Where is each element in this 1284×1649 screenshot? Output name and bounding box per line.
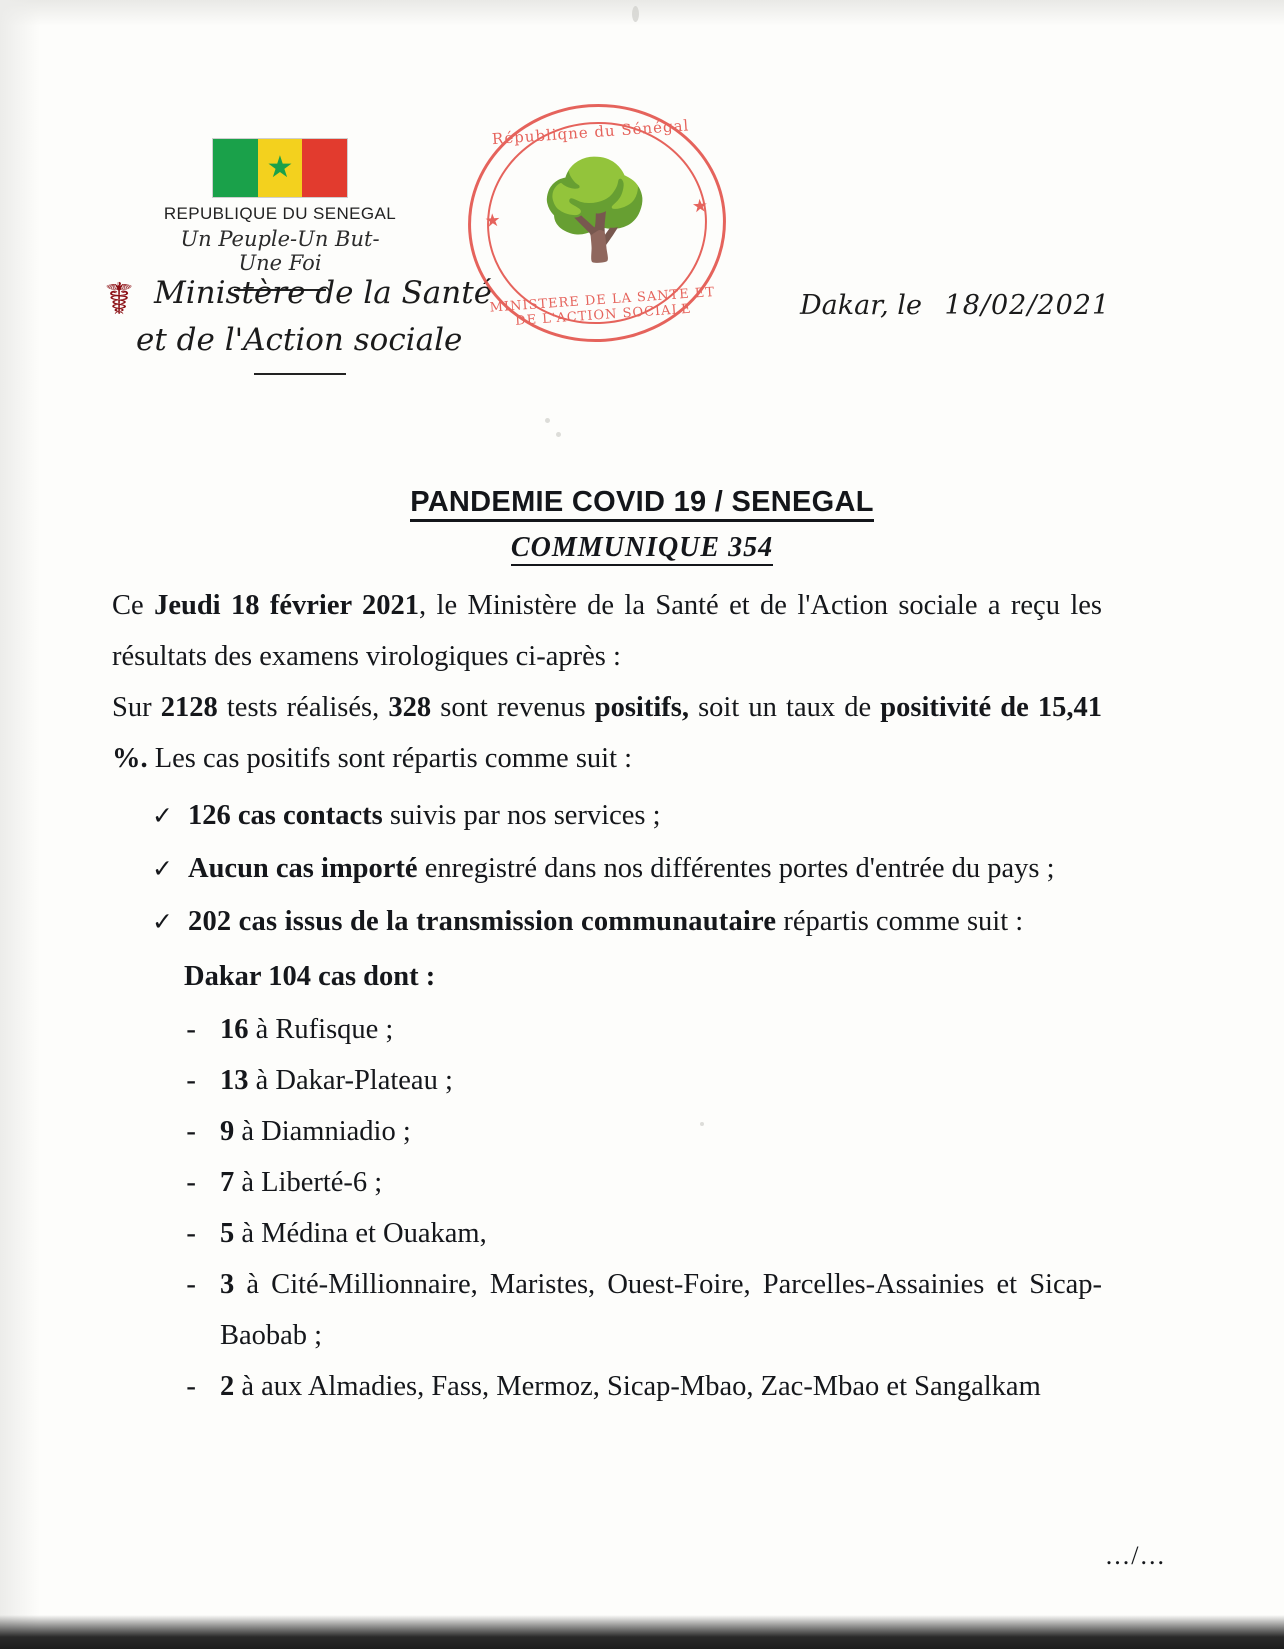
tests-count: 2128 xyxy=(160,692,218,723)
region-breakdown-list xyxy=(112,1004,1102,1412)
locality-text: à aux Almadies, Fass, Mermoz, Sicap-Mbao, Zac-Mbao et Sangalkam xyxy=(234,1371,1041,1402)
locality-text: à Rufisque ; xyxy=(248,1014,394,1045)
dateline-prefix: Dakar, le xyxy=(800,290,922,321)
check-icon: ✓ xyxy=(152,907,173,936)
bullet-text: enregistré dans nos différentes portes d'entrée du pays ; xyxy=(417,853,1055,884)
paragraph-intro xyxy=(112,580,1102,682)
case-breakdown-list xyxy=(112,790,1102,947)
list-item xyxy=(112,1157,1102,1208)
list-item xyxy=(112,1208,1102,1259)
bullet-text: suivis par nos services ; xyxy=(382,800,661,831)
list-item xyxy=(112,1004,1102,1055)
senegal-flag-icon xyxy=(212,138,348,198)
intro-date: Jeudi 18 février 2021 xyxy=(154,590,420,621)
stamp-star-right-icon: ★ xyxy=(691,195,709,217)
check-icon: ✓ xyxy=(152,854,173,883)
list-item xyxy=(112,896,1102,947)
locality-count: 3 xyxy=(220,1269,235,1300)
list-item xyxy=(112,1259,1102,1361)
positive-word: positifs, xyxy=(594,692,689,723)
national-motto: Un Peuple-Un But-Une Foi xyxy=(180,227,380,275)
intro-rest: , le Ministère de la Santé et de l'Action sociale a reçu les résultats des examens virologiques ci-après : xyxy=(112,590,1102,672)
list-item xyxy=(112,1106,1102,1157)
page-title: PANDEMIE COVID 19 / SENEGAL xyxy=(410,488,874,522)
page-subtitle: COMMUNIQUE 354 xyxy=(511,534,773,566)
official-stamp xyxy=(460,95,734,350)
locality-count: 9 xyxy=(220,1116,235,1147)
bullet-bold-text: 126 cas contacts xyxy=(188,800,383,831)
dateline xyxy=(800,290,1110,321)
baobab-tree-icon: 🌳 xyxy=(532,149,660,271)
stamp-arc-bottom-text: MINISTERE DE LA SANTE ET DE L'ACTION SOCIALE xyxy=(489,284,716,329)
ministry-block xyxy=(90,270,510,375)
ministry-name-line-2: et de l'Action sociale xyxy=(136,321,463,358)
locality-text: à Dakar-Plateau ; xyxy=(248,1065,453,1096)
dash-bullet-icon: - xyxy=(186,1217,197,1250)
results-part-3: sont revenus xyxy=(431,692,595,723)
list-item xyxy=(112,790,1102,841)
region-heading: Dakar 104 cas dont : xyxy=(184,961,436,992)
page-continuation-mark: .../... xyxy=(1105,1541,1166,1570)
dash-bullet-icon: - xyxy=(186,1013,197,1046)
dash-bullet-icon: - xyxy=(186,1064,197,1097)
dash-bullet-icon: - xyxy=(186,1166,197,1199)
paragraph-results xyxy=(112,682,1102,784)
locality-count: 5 xyxy=(220,1218,235,1249)
locality-count: 7 xyxy=(220,1167,235,1198)
positive-count: 328 xyxy=(388,692,432,723)
letterhead xyxy=(0,0,1284,430)
results-part-4: soit un taux de xyxy=(688,692,881,723)
results-part-1: Sur xyxy=(112,692,161,723)
locality-count: 13 xyxy=(220,1065,249,1096)
dash-bullet-icon: - xyxy=(186,1370,197,1403)
list-item xyxy=(112,1055,1102,1106)
bullet-bold-text: Aucun cas importé xyxy=(188,853,418,884)
dash-bullet-icon: - xyxy=(186,1268,197,1301)
title-block xyxy=(0,488,1284,566)
results-part-5: Les cas positifs sont répartis comme suit : xyxy=(147,743,633,774)
dash-bullet-icon: - xyxy=(186,1115,197,1148)
list-item xyxy=(112,843,1102,894)
bullet-bold-text: 202 cas issus de la transmission communautaire xyxy=(188,906,777,937)
bullet-text: répartis comme suit : xyxy=(776,906,1024,937)
scan-edge-bottom xyxy=(0,1609,1284,1649)
locality-count: 2 xyxy=(220,1371,235,1402)
national-emblem-block xyxy=(160,138,400,291)
locality-text: à Diamniadio ; xyxy=(234,1116,411,1147)
stamp-star-left-icon: ★ xyxy=(483,209,502,231)
caduceus-icon: ☤ xyxy=(104,274,134,325)
check-icon: ✓ xyxy=(152,801,173,830)
document-body xyxy=(112,580,1102,1412)
republic-label: REPUBLIQUE DU SENEGAL xyxy=(163,204,397,223)
list-item xyxy=(112,1361,1102,1412)
results-part-2: tests réalisés, xyxy=(217,692,389,723)
stamp-arc-top-text: Républiqne du Sénégal xyxy=(491,116,690,149)
intro-lead: Ce xyxy=(112,590,155,621)
locality-count: 16 xyxy=(220,1014,249,1045)
locality-text: à Cité-Millionnaire, Maristes, Ouest-Foire, Parcelles-Assainies et Sicap-Baobab ; xyxy=(220,1269,1102,1351)
star-icon: ★ xyxy=(266,151,294,184)
flag-band-red xyxy=(302,139,347,197)
locality-text: à Liberté-6 ; xyxy=(234,1167,383,1198)
positivity-rate: positivité de 15,41 %. xyxy=(112,692,1103,774)
flag-band-green xyxy=(213,139,258,197)
flag-band-yellow xyxy=(258,139,303,197)
scan-speck xyxy=(556,432,561,437)
ministry-name-line-1: Ministère de la Santé xyxy=(154,275,493,311)
divider-rule-lower xyxy=(254,373,346,375)
locality-text: à Médina et Ouakam, xyxy=(234,1218,487,1249)
dateline-date: 18/02/2021 xyxy=(944,290,1111,321)
